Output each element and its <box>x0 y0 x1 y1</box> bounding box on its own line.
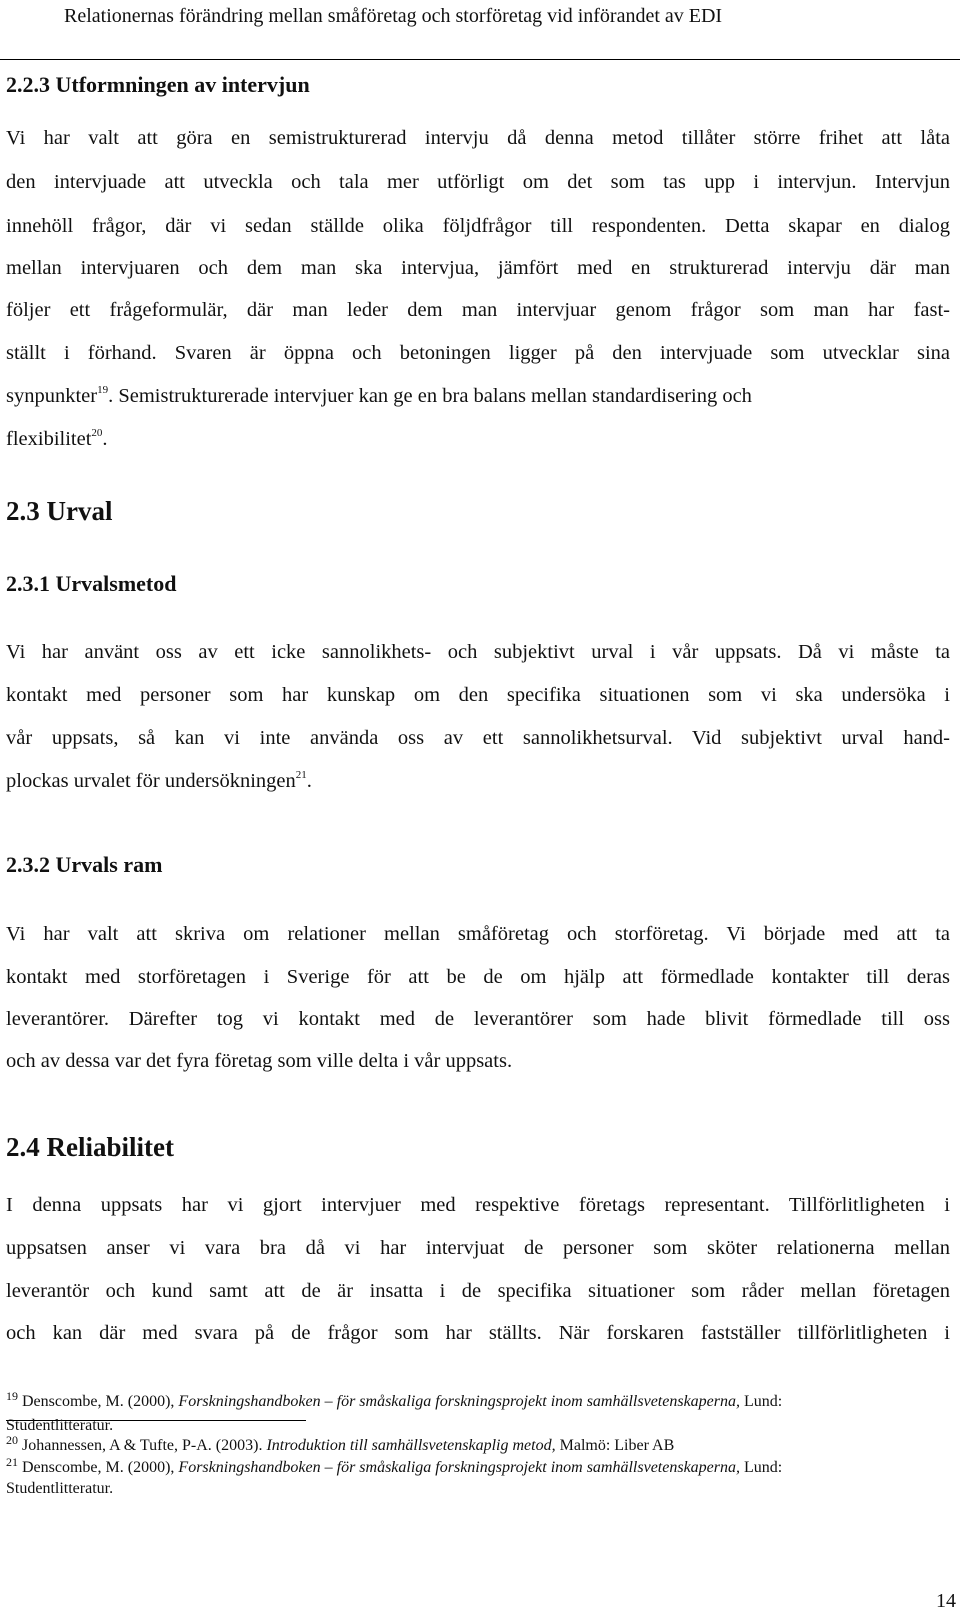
footnote-ref-20[interactable]: 20 <box>91 427 103 439</box>
citation-title: Forskningshandboken – för småskaliga forskningsprojekt inom samhällsvetenskaperna, <box>178 1459 740 1476</box>
paragraph-line: uppsatsen anser vi vara bra då vi har intervjuat de personer som sköter relationerna mellan <box>6 1237 950 1259</box>
section-heading-2-3-2: 2.3.2 Urvals ram <box>6 852 163 877</box>
text-span: Lund: <box>740 1459 783 1476</box>
paragraph-line: följer ett frågeformulär, där man leder dem man intervjuar genom frågor som man har fast- <box>6 299 950 321</box>
text-span: flexibilitet <box>6 428 92 450</box>
running-header: Relationernas förändring mellan småföretag och storföretag vid införandet av EDI <box>0 0 960 60</box>
section-heading-2-3: 2.3 Urval <box>6 496 113 526</box>
footnote-21 <box>6 1455 950 1476</box>
text-span: Malmö: Liber AB <box>555 1437 675 1454</box>
paragraph-line: vår uppsats, så kan vi inte använda oss av ett sannolikhetsurval. Vid subjektivt urval hand- <box>6 727 950 749</box>
paragraph-line: I denna uppsats har vi gjort intervjuer med respektive företags representant. Tillförlitligheten i <box>6 1194 950 1216</box>
paragraph-line <box>6 429 950 450</box>
paragraph-line: Vi har valt att göra en semistrukturerad intervju då denna metod tillåter större frihet att låta <box>6 127 950 149</box>
paragraph-line: kontakt med personer som har kunskap om den specifika situationen som vi ska undersöka i <box>6 684 950 706</box>
paragraph-line: ställt i förhand. Svaren är öppna och betoningen ligger på den intervjuade som utvecklar sina <box>6 342 950 364</box>
text-span: Denscombe, M. (2000), <box>18 1393 179 1410</box>
footnote-19-continued: Studentlitteratur. <box>6 1417 114 1434</box>
text-span: synpunkter <box>6 385 98 407</box>
footnote-19 <box>6 1389 950 1410</box>
paragraph-line: och kan där med svara på de frågor som har ställts. När forskaren fastställer tillförlitligheten i <box>6 1322 950 1344</box>
paragraph-line: leverantörer. Därefter tog vi kontakt med de leverantörer som hade blivit förmedlade till oss <box>6 1008 950 1030</box>
paragraph-line: Vi har använt oss av ett icke sannolikhets- och subjektivt urval i vår uppsats. Då vi måste ta <box>6 641 950 663</box>
section-heading-2-2-3: 2.2.3 Utformningen av intervjun <box>6 72 310 97</box>
footnote-ref-21[interactable]: 21 <box>295 769 307 781</box>
text-span: Johannessen, A & Tufte, P-A. (2003). <box>18 1437 267 1454</box>
section-heading-2-4: 2.4 Reliabilitet <box>6 1132 174 1162</box>
paragraph-line: innehöll frågor, där vi sedan ställde olika följdfrågor till respondenten. Detta skapar en dialog <box>6 215 950 237</box>
text-span: . Semistrukturerade intervjuer kan ge en bra balans mellan standardisering och <box>108 385 752 407</box>
text-span: plockas urvalet för undersökningen <box>6 770 296 792</box>
paragraph-line <box>6 771 950 792</box>
footnote-number: 21 <box>6 1455 18 1469</box>
page-number: 14 <box>936 1590 956 1612</box>
footnote-number: 19 <box>6 1389 18 1403</box>
paragraph-line: leverantör och kund samt att de är insatta i de specifika situationer som råder mellan företagen <box>6 1280 950 1302</box>
paragraph-line: kontakt med storföretagen i Sverige för att be de om hjälp att förmedlade kontakter till deras <box>6 966 950 988</box>
paragraph-line: mellan intervjuaren och dem man ska intervjua, jämfört med en strukturerad intervju där man <box>6 257 950 279</box>
footnote-20 <box>6 1433 950 1454</box>
paragraph-line: och av dessa var det fyra företag som ville delta i vår uppsats. <box>6 1050 513 1072</box>
text-span: . <box>102 428 108 450</box>
text-span: . <box>306 770 312 792</box>
citation-title: Forskningshandboken – för småskaliga forskningsprojekt inom samhällsvetenskaperna, <box>178 1393 740 1410</box>
paragraph-line <box>6 386 950 407</box>
section-heading-2-3-1: 2.3.1 Urvalsmetod <box>6 571 177 596</box>
paragraph-line: Vi har valt att skriva om relationer mellan småföretag och storföretag. Vi började med att ta <box>6 923 950 945</box>
footnote-21-continued: Studentlitteratur. <box>6 1480 114 1497</box>
text-span: Lund: <box>740 1393 783 1410</box>
footnote-number: 20 <box>6 1433 18 1447</box>
citation-title: Introduktion till samhällsvetenskaplig metod, <box>266 1437 556 1454</box>
paragraph-line: den intervjuade att utveckla och tala mer utförligt om det som tas upp i intervjun. Intervjun <box>6 171 950 193</box>
text-span: Denscombe, M. (2000), <box>18 1459 179 1476</box>
footnote-ref-19[interactable]: 19 <box>97 384 109 396</box>
